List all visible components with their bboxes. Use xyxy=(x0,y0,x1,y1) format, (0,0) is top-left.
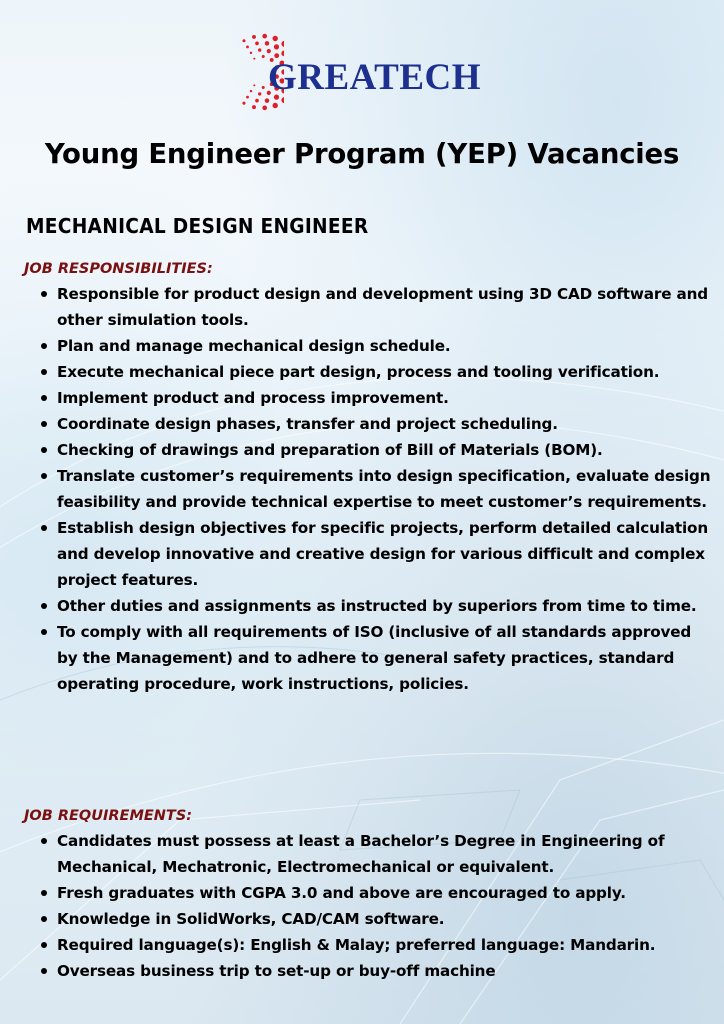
logo-dot xyxy=(265,41,270,46)
logo-dot xyxy=(262,86,265,89)
bullet-icon xyxy=(41,421,47,427)
bullet-icon xyxy=(41,890,47,896)
bullet-icon xyxy=(41,369,47,375)
logo-dot xyxy=(265,98,270,103)
requirements-list xyxy=(24,828,714,984)
bullet-icon xyxy=(41,343,47,349)
logo-dot xyxy=(252,105,256,109)
list-item: Execute mechanical piece part design, process and tooling verification. xyxy=(24,359,714,385)
logo-dot xyxy=(242,102,245,105)
bullet-icon xyxy=(41,942,47,948)
company-logo xyxy=(216,26,516,118)
list-item: Translate customer’s requirements into design specification, evaluate design feasibility and provide technical expertise to meet customer’s requirements. xyxy=(24,463,714,515)
responsibilities-list xyxy=(24,281,714,697)
bullet-icon xyxy=(41,916,47,922)
logo-dot xyxy=(262,55,265,58)
position-title: MECHANICAL DESIGN ENGINEER xyxy=(26,214,369,238)
bullet-icon xyxy=(41,525,47,531)
bullet-icon xyxy=(41,447,47,453)
logo-dot xyxy=(253,84,255,86)
list-item: Establish design objectives for specific projects, perform detailed calculation and develop innovative and creative design for various difficult and complex project features. xyxy=(24,515,714,593)
requirements-heading: JOB REQUIREMENTS: xyxy=(24,808,193,824)
list-item: Candidates must possess at least a Bachelor’s Degree in Engineering of Mechanical, Mechatronic, Electromechanical or equivalent. xyxy=(24,828,714,880)
list-item: Fresh graduates with CGPA 3.0 and above are encouraged to apply. xyxy=(24,880,714,906)
responsibilities-heading: JOB RESPONSIBILITIES: xyxy=(24,261,213,277)
list-item: Plan and manage mechanical design schedule. xyxy=(24,333,714,359)
list-item: Implement product and process improvement. xyxy=(24,385,714,411)
list-item: Checking of drawings and preparation of Bill of Materials (BOM). xyxy=(24,437,714,463)
logo-dot xyxy=(255,99,259,103)
logo-dot xyxy=(258,92,261,95)
logo-dot xyxy=(252,35,256,39)
logo-dot xyxy=(273,103,278,108)
logo-dot xyxy=(250,52,252,54)
list-item: Coordinate design phases, transfer and project scheduling. xyxy=(24,411,714,437)
logo-dot xyxy=(273,36,278,41)
logo-dot xyxy=(274,44,279,49)
logo-dot xyxy=(258,48,261,51)
bullet-icon xyxy=(41,603,47,609)
page-title: Young Engineer Program (YEP) Vacancies xyxy=(44,138,680,170)
logo-dot xyxy=(255,42,259,46)
bullet-icon xyxy=(41,473,47,479)
logo-dot xyxy=(281,41,284,47)
requirements-section xyxy=(24,805,714,984)
bullet-icon xyxy=(41,291,47,297)
logo-dot xyxy=(246,96,249,99)
company-name: GREATECH xyxy=(268,57,482,98)
responsibilities-section xyxy=(24,258,714,697)
bullet-icon xyxy=(41,838,47,844)
list-item: Other duties and assignments as instructed by superiors from time to time. xyxy=(24,593,714,619)
list-item: Knowledge in SolidWorks, CAD/CAM software. xyxy=(24,906,714,932)
bullet-icon xyxy=(41,629,47,635)
logo-dot xyxy=(246,46,249,49)
logo-dot xyxy=(250,90,252,92)
bullet-icon xyxy=(41,968,47,974)
list-item: Required language(s): English & Malay; preferred language: Mandarin. xyxy=(24,932,714,958)
logo-dot xyxy=(267,49,271,53)
logo-dot xyxy=(262,106,267,111)
bullet-icon xyxy=(41,395,47,401)
list-item: Overseas business trip to set-up or buy-off machine xyxy=(24,958,714,984)
logo-dot xyxy=(242,39,245,42)
list-item: Responsible for product design and development using 3D CAD software and other simulation tools. xyxy=(24,281,714,333)
logo-dot xyxy=(253,58,255,60)
logo-dot xyxy=(262,34,267,39)
list-item: To comply with all requirements of ISO (inclusive of all standards approved by the Management) and to adhere to general safety practices, standard operating procedure, work instructions, policies. xyxy=(24,619,714,697)
